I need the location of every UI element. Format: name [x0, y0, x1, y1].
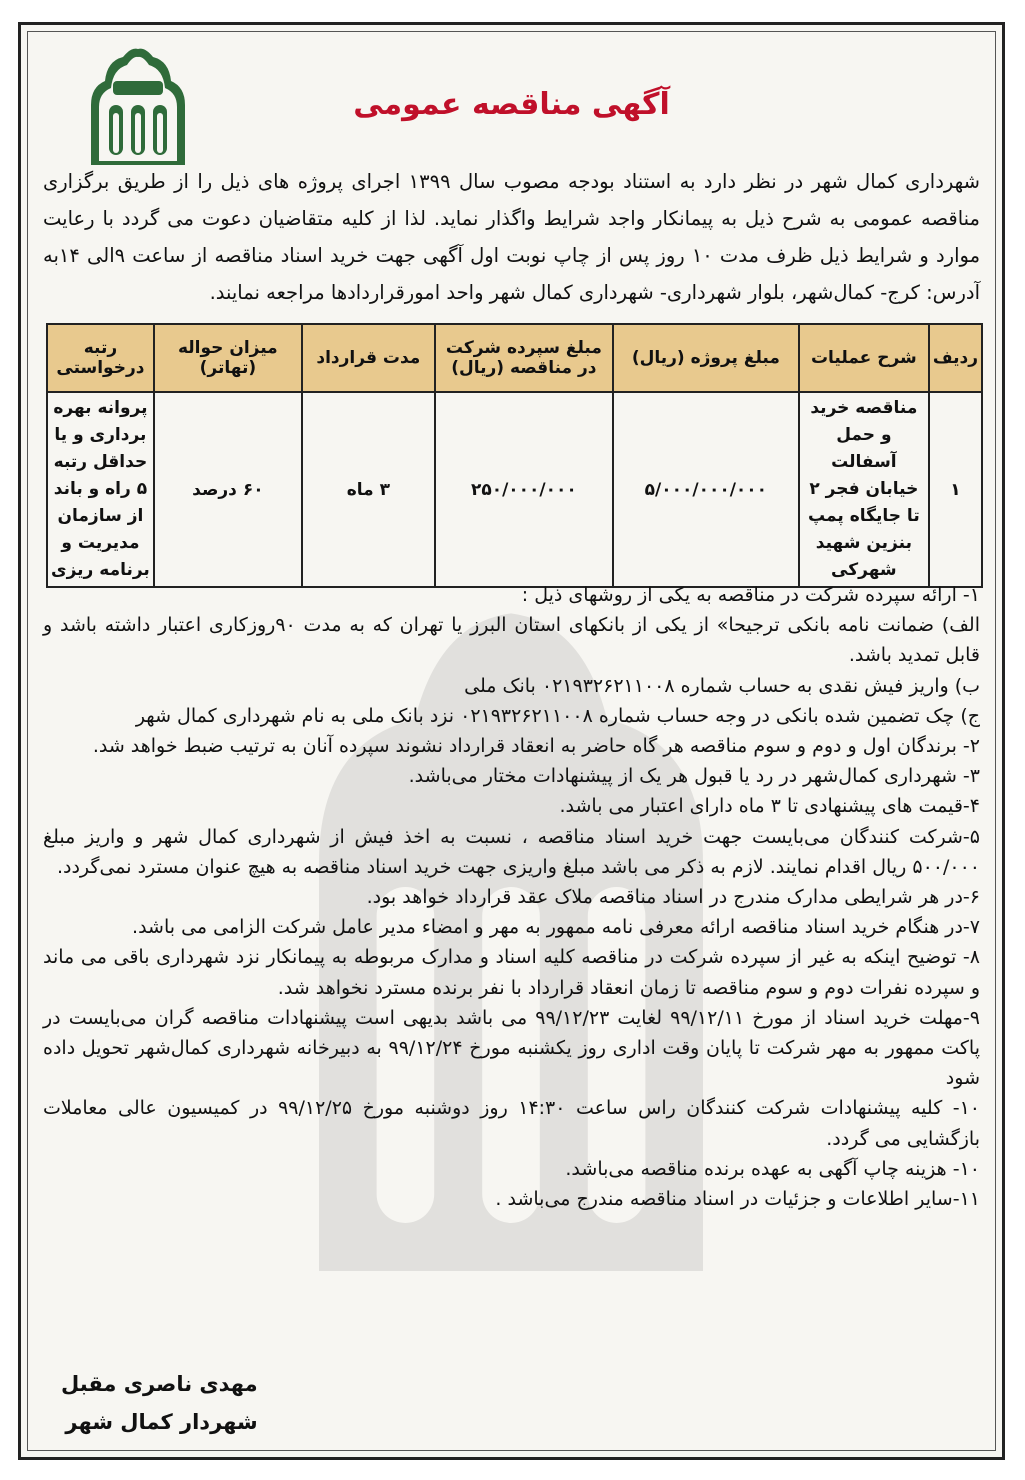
condition-item: ب) واریز فیش نقدی به حساب شماره ۰۲۱۹۳۲۶۲۱۱۰۰۸ بانک ملی	[464, 674, 980, 697]
signer-position: شهردار کمال شهر	[65, 1410, 258, 1434]
header-rank: رتبه درخواستی	[47, 324, 154, 392]
condition-item: الف) ضمانت نامه بانکی ترجیحا» از یکی از بانکهای استان البرز یا تهران که به مدت ۹۰روزکاری اعتبار داشته باشد و قابل تمدید باشد.	[43, 614, 980, 667]
condition-item: ۱۰- کلیه پیشنهادات شرکت کنندگان راس ساعت ۱۴:۳۰ روز دوشنبه مورخ ۹۹/۱۲/۲۵ در کمیسیون عالی معاملات بازگشایی می گردد.	[43, 1097, 980, 1150]
condition-item: ۷-در هنگام خرید اسناد مناقصه ارائه معرفی نامه ممهور به مهر و امضاء مدیر عامل شرکت الزامی می باشد.	[132, 916, 980, 939]
header-duration: مدت قرارداد	[302, 324, 435, 392]
cell-duration: ۳ ماه	[302, 392, 435, 587]
cell-row-number: ۱	[929, 392, 982, 587]
header-deposit: مبلغ سپرده شرکت در مناقصه (ریال)	[435, 324, 613, 392]
condition-item: ۲- برندگان اول و دوم و سوم مناقصه هر گاه حاضر به انعقاد قرارداد نشوند سپرده آنان به ترتیب ضبط خواهد شد.	[92, 735, 980, 758]
notice-title: آگهی مناقصه عمومی	[353, 87, 670, 122]
header-description: شرح عملیات	[799, 324, 929, 392]
cell-rank: پروانه بهره برداری و یا حداقل رتبه ۵ راه و باند از سازمان مدیریت و برنامه ریزی	[47, 392, 154, 587]
condition-item: ۳- شهرداری کمال‌شهر در رد یا قبول هر یک از پیشنهادات مختار می‌باشد.	[408, 765, 980, 788]
header-allocation: میزان حواله (تهاتر)	[154, 324, 302, 392]
table-header-row	[47, 324, 982, 392]
condition-item: ۹-مهلت خرید اسناد از مورخ ۹۹/۱۲/۱۱ لغایت ۹۹/۱۲/۲۳ می باشد بدیهی است پیشنهادات مناقصه گران می‌بایست در پاکت ممهور به مهر شرکت تا پایان وقت اداری روز یکشنبه مورخ ۹۹/۱۲/۲۴ به دبیرخانه شهرداری کمال‌شهر تحویل داده شود	[43, 1006, 981, 1090]
condition-item: ۴-قیمت های پیشنهادی تا ۳ ماه دارای اعتبار می باشد.	[559, 795, 980, 818]
condition-item: ۱۰- هزینه چاپ آگهی به عهده برنده مناقصه می‌باشد.	[565, 1157, 980, 1180]
intro-paragraph: شهرداری کمال شهر در نظر دارد به استناد بودجه مصوب سال ۱۳۹۹ اجرای پروژه های ذیل را از طریق برگزاری مناقصه عمومی به شرح ذیل به پیمانکار واجد شرایط واگذار نماید. لذا از کلیه متقاضیان دعوت می گردد با رعایت موارد و شرایط ذیل ظرف مدت ۱۰ روز پس از چاپ نوبت اول آگهی جهت خرید اسناد مناقصه از ساعت ۹الی ۱۴به آدرس: کرج- کمال‌شهر، بلوار شهرداری- شهرداری کمال شهر واحد امورقراردادها مراجعه نمایند.	[43, 170, 981, 304]
condition-item: ۵-شرکت کنندگان می‌بایست جهت خرید اسناد مناقصه ، نسبت به اخذ فیش از شهرداری کمال شهر و واریز مبلغ ۵۰۰/۰۰۰ ریال اقدام نمایند. لازم به ذکر می باشد مبلغ واریزی جهت خرید اسناد مناقصه به هیچ عنوان مسترد نمی‌گردد.	[43, 825, 980, 878]
notice-frame	[18, 22, 1005, 1460]
header-row-number: ردیف	[929, 324, 982, 392]
signer-name: مهدی ناصری مقبل	[61, 1372, 258, 1396]
signature-block	[61, 1365, 258, 1441]
cell-project-amount: ۵/۰۰۰/۰۰۰/۰۰۰	[613, 392, 799, 587]
tender-table	[46, 323, 983, 588]
conditions-list	[43, 580, 980, 1214]
condition-item: ۶-در هر شرایطی مدارک مندرج در اسناد مناقصه ملاک عقد قرارداد خواهد بود.	[366, 886, 980, 909]
table-row	[47, 392, 982, 587]
cell-allocation: ۶۰ درصد	[154, 392, 302, 587]
condition-item: ۱۱-سایر اطلاعات و جزئیات در اسناد مناقصه مندرج می‌باشد .	[495, 1188, 980, 1211]
condition-item: ج) چک تضمین شده بانکی در وجه حساب شماره ۰۲۱۹۳۲۶۲۱۱۰۰۸ نزد بانک ملی به نام شهرداری کمال شهر	[135, 704, 980, 727]
condition-item: ۱- ارائه سپرده شرکت در مناقصه به یکی از روشهای ذیل :	[521, 584, 980, 606]
header-project-amount: مبلغ پروژه (ریال)	[613, 324, 799, 392]
cell-description: مناقصه خرید و حمل آسفالت خیابان فجر ۲ تا جایگاه پمپ بنزین شهید شهرکی	[799, 392, 929, 587]
cell-deposit: ۲۵۰/۰۰۰/۰۰۰	[435, 392, 613, 587]
condition-item: ۸- توضیح اینکه به غیر از سپرده شرکت در مناقصه کلیه اسناد و مدارک مربوطه به پیمانکار نزد شهرداری باقی می ماند و سپرده نفرات دوم و سوم مناقصه تا زمان انعقاد قرارداد با نفر برنده مسترد نخواهد شد.	[43, 946, 980, 999]
